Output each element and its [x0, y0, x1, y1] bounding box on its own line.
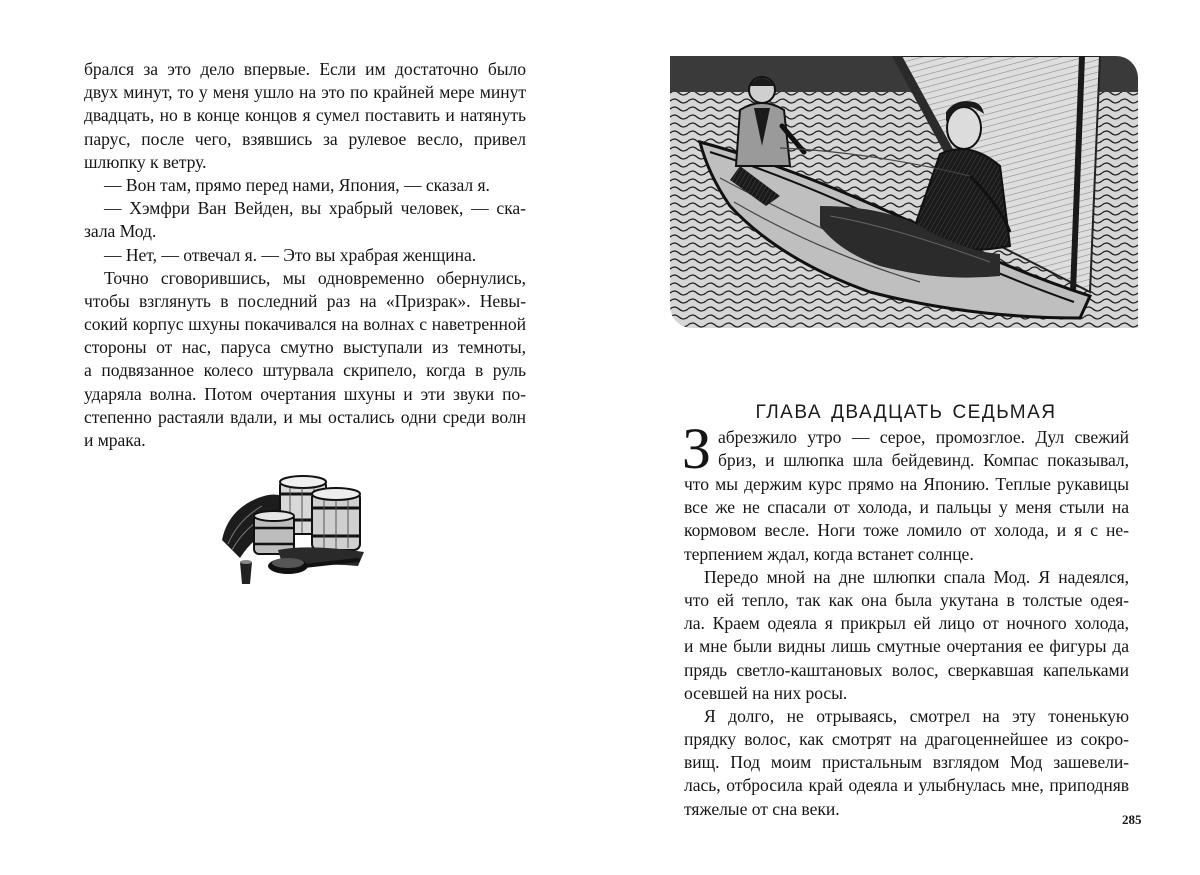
chapter-title: глава двадцать седьмая: [755, 394, 1057, 425]
text-line: Я долго, не отрываясь, смотрел на эту тоненькую: [704, 705, 1129, 726]
boat-illustration: [670, 56, 1138, 328]
paragraph-3: [84, 197, 526, 243]
text-line: сокий корпус шхуны покачивался на волнах с наветренной: [84, 314, 526, 335]
text-line: все же не спасали от холода, и пальцы у меня стыли на: [684, 497, 1129, 518]
barrel-front: [254, 511, 294, 554]
text-line: шлюпку к ветру.: [84, 151, 207, 172]
paragraph-2: [684, 566, 1129, 705]
text-line: брался за это дело впервые. Если им достаточно было: [84, 59, 526, 79]
right-page-text: [682, 416, 1129, 821]
text-line: зала Мод.: [84, 221, 157, 242]
paragraph-5: [84, 267, 526, 453]
text-line: а подвязанное колесо штурвала скрипело, когда в руль: [84, 360, 526, 381]
text-line: лась, отбросила край одеяла и улыбнулась мне, приподняв: [684, 775, 1129, 796]
text-line: что мы держим курс прямо на Японию. Теплые рукавицы: [684, 474, 1129, 494]
left-page-text: [84, 58, 526, 452]
text-line: — Нет, — отвечал я. — Это вы храбрая женщина.: [104, 244, 477, 265]
paragraph-3: [684, 705, 1129, 821]
text-line: кормовом весле. Ноги тоже ломило от холода, и я с не-: [684, 520, 1129, 541]
text-line: двух минут, то у меня ушло на это по крайней мере минут: [84, 82, 526, 103]
text-line: тяжелые от сна веки.: [684, 798, 840, 819]
barrel-right: [312, 488, 360, 550]
text-line: осевшей на них росы.: [684, 682, 848, 703]
text-line: вищ. Под моим пристальным взглядом Мод зашевели-: [684, 752, 1129, 773]
text-line: и мне были видны лишь смутные очертания ее фигуры да: [684, 636, 1129, 657]
text-line: ла. Краем одеяла я прикрыл ей лицо от ночного холода,: [684, 613, 1129, 634]
text-line: чтобы взглянуть в последний раз на «Призрак». Невы-: [84, 290, 526, 311]
text-line: степенно растаяли вдали, и мы остались одни среди волн: [84, 406, 526, 427]
page-number: 285: [1122, 812, 1142, 827]
boat-scene-drawing: [670, 56, 1138, 328]
text-line: прядку волос, как смотрят на драгоценнейшее из сокро-: [684, 729, 1129, 750]
text-line: и мрака.: [84, 430, 146, 450]
text-line: абрезжило утро — серое, промозглое. Дул свежий: [718, 427, 1129, 447]
text-line: ударяла волна. Потом очертания шхуны и эти звуки по-: [84, 383, 526, 404]
paragraph-4: [84, 244, 526, 267]
text-line: парус, после чего, взявшись за рулевое весло, привел: [84, 128, 526, 149]
right-page: [600, 0, 1200, 875]
text-line: прядь светло-каштановых волос, сверкавшая капельками: [684, 659, 1129, 680]
text-line: Точно сговорившись, мы одновременно обернулись,: [104, 267, 526, 288]
paragraph-1: [682, 416, 1129, 566]
barrels-vignette-illustration: [218, 470, 368, 590]
text-line: Передо мной на дне шлюпки спала Мод. Я надеялся,: [704, 566, 1129, 587]
text-line: бриз, и шлюпка шла бейдевинд. Компас показывал,: [718, 450, 1129, 471]
text-line: двадцать, но в конце концов я сумел поставить и натянуть: [84, 105, 526, 126]
drop-cap: З: [682, 416, 712, 481]
text-line: терпением ждал, когда встанет солнце.: [684, 543, 974, 564]
paragraph-2: [84, 174, 526, 197]
text-line: что ей тепло, так как она была укутана в толстые одея-: [684, 589, 1129, 610]
text-line: — Вон там, прямо перед нами, Япония, — сказал я.: [104, 174, 490, 195]
paragraph-1: [84, 58, 526, 174]
text-line: стороны от нас, паруса смутно выступали из темноты,: [84, 337, 526, 358]
text-line: — Хэмфри Ван Вейден, вы храбрый человек, — ска-: [104, 198, 526, 219]
